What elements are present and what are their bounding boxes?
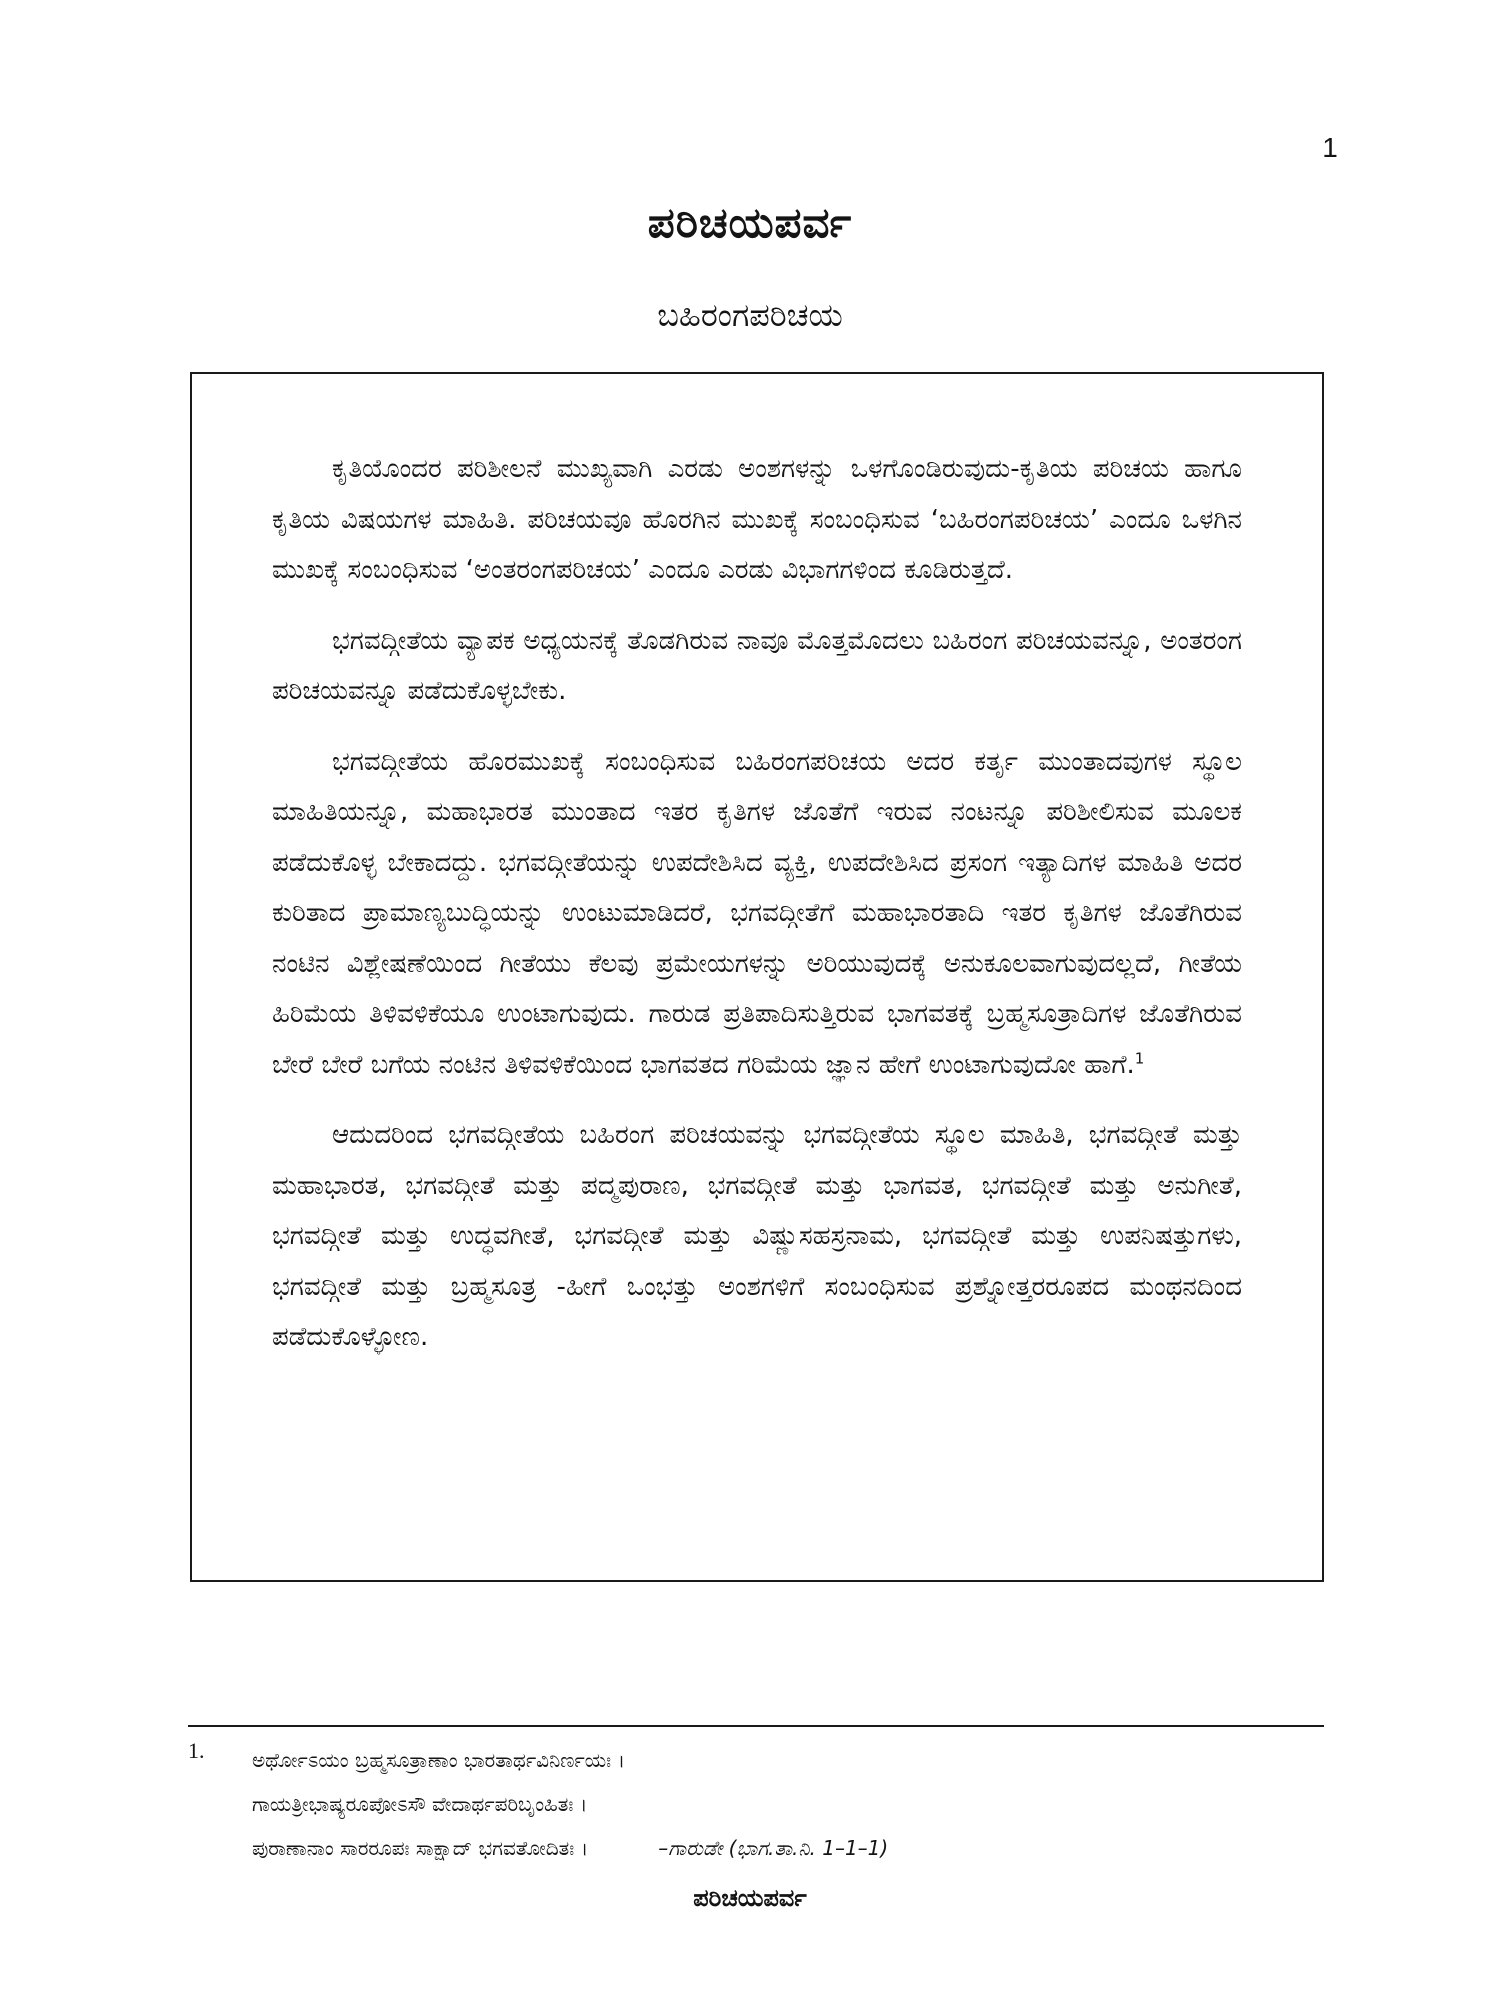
footnote-verse [252,1738,1312,1870]
running-footer: ಪರಿಚಯಪರ್ವ [693,1884,807,1912]
paragraph-3-text: ಭಗವದ್ಗೀತೆಯ ಹೊರಮುಖಕ್ಕೆ ಸಂಬಂಧಿಸುವ ಬಹಿರಂಗಪರಿಚಯ ಅದರ ಕರ್ತೃ ಮುಂತಾದವುಗಳ ಸ್ಥೂಲ ಮಾಹಿತಿಯನ್ನೂ, ಮಹಾಭಾರತ ಮುಂತಾದ ಇತರ ಕೃತಿಗಳ ಜೊತೆಗೆ ಇರುವ ನಂಟನ್ನೂ ಪರಿಶೀಲಿಸುವ ಮೂಲಕ ಪಡೆದುಕೊಳ್ಳ ಬೇಕಾದದ್ದು. ಭಗವದ್ಗೀತೆಯನ್ನು ಉಪದೇಶಿಸಿದ ವ್ಯಕ್ತಿ, ಉಪದೇಶಿಸಿದ ಪ್ರಸಂಗ ಇತ್ಯಾದಿಗಳ ಮಾಹಿತಿ ಅದರ ಕುರಿತಾದ ಪ್ರಾಮಾಣ್ಯಬುದ್ಧಿಯನ್ನು ಉಂಟುಮಾಡಿದರೆ, ಭಗವದ್ಗೀತೆಗೆ ಮಹಾಭಾರತಾದಿ ಇತರ ಕೃತಿಗಳ ಜೊತೆಗಿರುವ ನಂಟಿನ ವಿಶ್ಲೇಷಣೆಯಿಂದ ಗೀತೆಯು ಕೆಲವು ಪ್ರಮೇಯಗಳನ್ನು ಅರಿಯುವುದಕ್ಕೆ ಅನುಕೂಲವಾಗುವುದಲ್ಲದೆ, ಗೀತೆಯ ಹಿರಿಮೆಯ ತಿಳಿವಳಿಕೆಯೂ ಉಂಟಾಗುವುದು. ಗಾರುಡ ಪ್ರತಿಪಾದಿಸುತ್ತಿರುವ ಭಾಗವತಕ್ಕೆ ಬ್ರಹ್ಮಸೂತ್ರಾದಿಗಳ ಜೊತೆಗಿರುವ ಬೇರೆ ಬೇರೆ ಬಗೆಯ ನಂಟಿನ ತಿಳಿವಳಿಕೆಯಿಂದ ಭಾಗವತದ ಗರಿಮೆಯ ಜ್ಞಾನ ಹೇಗೆ ಉಂಟಾಗುವುದೋ ಹಾಗೆ. [272,746,1242,1080]
footnote-reference[interactable]: 1 [1134,1048,1145,1067]
page-title: ಪರಿಚಯಪರ್ವ [647,198,853,247]
paragraph-3 [272,737,1242,1091]
footnote-line-3-text: ಪುರಾಣಾನಾಂ ಸಾರರೂಪಃ ಸಾಕ್ಷಾದ್ ಭಗವತೋದಿತಃ । [252,1836,589,1860]
paragraph-1: ಕೃತಿಯೊಂದರ ಪರಿಶೀಲನೆ ಮುಖ್ಯವಾಗಿ ಎರಡು ಅಂಶಗಳನ್ನು ಒಳಗೊಂಡಿರುವುದು-ಕೃತಿಯ ಪರಿಚಯ ಹಾಗೂ ಕೃತಿಯ ವಿಷಯಗಳ ಮಾಹಿತಿ. ಪರಿಚಯವೂ ಹೊರಗಿನ ಮುಖಕ್ಕೆ ಸಂಬಂಧಿಸುವ ‘ಬಹಿರಂಗಪರಿಚಯ’ ಎಂದೂ ಒಳಗಿನ ಮುಖಕ್ಕೆ ಸಂಬಂಧಿಸುವ ‘ಅಂತರಂಗಪರಿಚಯ’ ಎಂದೂ ಎರಡು ವಿಭಾಗಗಳಿಂದ ಕೂಡಿರುತ್ತದೆ. [272,454,1242,585]
page-number: 1 [1322,132,1338,163]
footnote-line-3 [252,1826,1312,1870]
text-box [190,372,1324,1582]
footnote-source: –ಗಾರುಡೇ (ಭಾಗ.ತಾ.ನಿ. 1–1–1) [658,1836,889,1860]
footnote-line-2: ಗಾಯತ್ರೀಭಾಷ್ಯರೂಪೋಽಸೌ ವೇದಾರ್ಥಪರಿಬೃಂಹಿತಃ । [252,1792,588,1816]
footnote-number: 1. [188,1738,205,1763]
footnote-divider [188,1725,1324,1727]
paragraph-4: ಆದುದರಿಂದ ಭಗವದ್ಗೀತೆಯ ಬಹಿರಂಗ ಪರಿಚಯವನ್ನು ಭಗವದ್ಗೀತೆಯ ಸ್ಥೂಲ ಮಾಹಿತಿ, ಭಗವದ್ಗೀತೆ ಮತ್ತು ಮಹಾಭಾರತ, ಭಗವದ್ಗೀತೆ ಮತ್ತು ಪದ್ಮಪುರಾಣ, ಭಗವದ್ಗೀತೆ ಮತ್ತು ಭಾಗವತ, ಭಗವದ್ಗೀತೆ ಮತ್ತು ಅನುಗೀತೆ, ಭಗವದ್ಗೀತೆ ಮತ್ತು ಉದ್ಧವಗೀತೆ, ಭಗವದ್ಗೀತೆ ಮತ್ತು ವಿಷ್ಣುಸಹಸ್ರನಾಮ, ಭಗವದ್ಗೀತೆ ಮತ್ತು ಉಪನಿಷತ್ತುಗಳು, ಭಗವದ್ಗೀತೆ ಮತ್ತು ಬ್ರಹ್ಮಸೂತ್ರ -ಹೀಗೆ ಒಂಭತ್ತು ಅಂಶಗಳಿಗೆ ಸಂಬಂಧಿಸುವ ಪ್ರಶ್ನೋತ್ತರರೂಪದ ಮಂಥನದಿಂದ ಪಡೆದುಕೊಳ್ಳೋಣ. [272,1120,1242,1352]
section-subtitle: ಬಹಿರಂಗಪರಿಚಯ [657,296,843,334]
paragraph-2: ಭಗವದ್ಗೀತೆಯ ವ್ಯಾಪಕ ಅಧ್ಯಯನಕ್ಕೆ ತೊಡಗಿರುವ ನಾವೂ ಮೊತ್ತಮೊದಲು ಬಹಿರಂಗ ಪರಿಚಯವನ್ನೂ, ಅಂತರಂಗ ಪರಿಚಯವನ್ನೂ ಪಡೆದುಕೊಳ್ಳಬೇಕು. [272,625,1242,706]
footnote-line-1: ಅರ್ಥೋಽಯಂ ಬ್ರಹ್ಮಸೂತ್ರಾಣಾಂ ಭಾರತಾರ್ಥವಿನಿರ್ಣಯಃ । [252,1748,626,1772]
